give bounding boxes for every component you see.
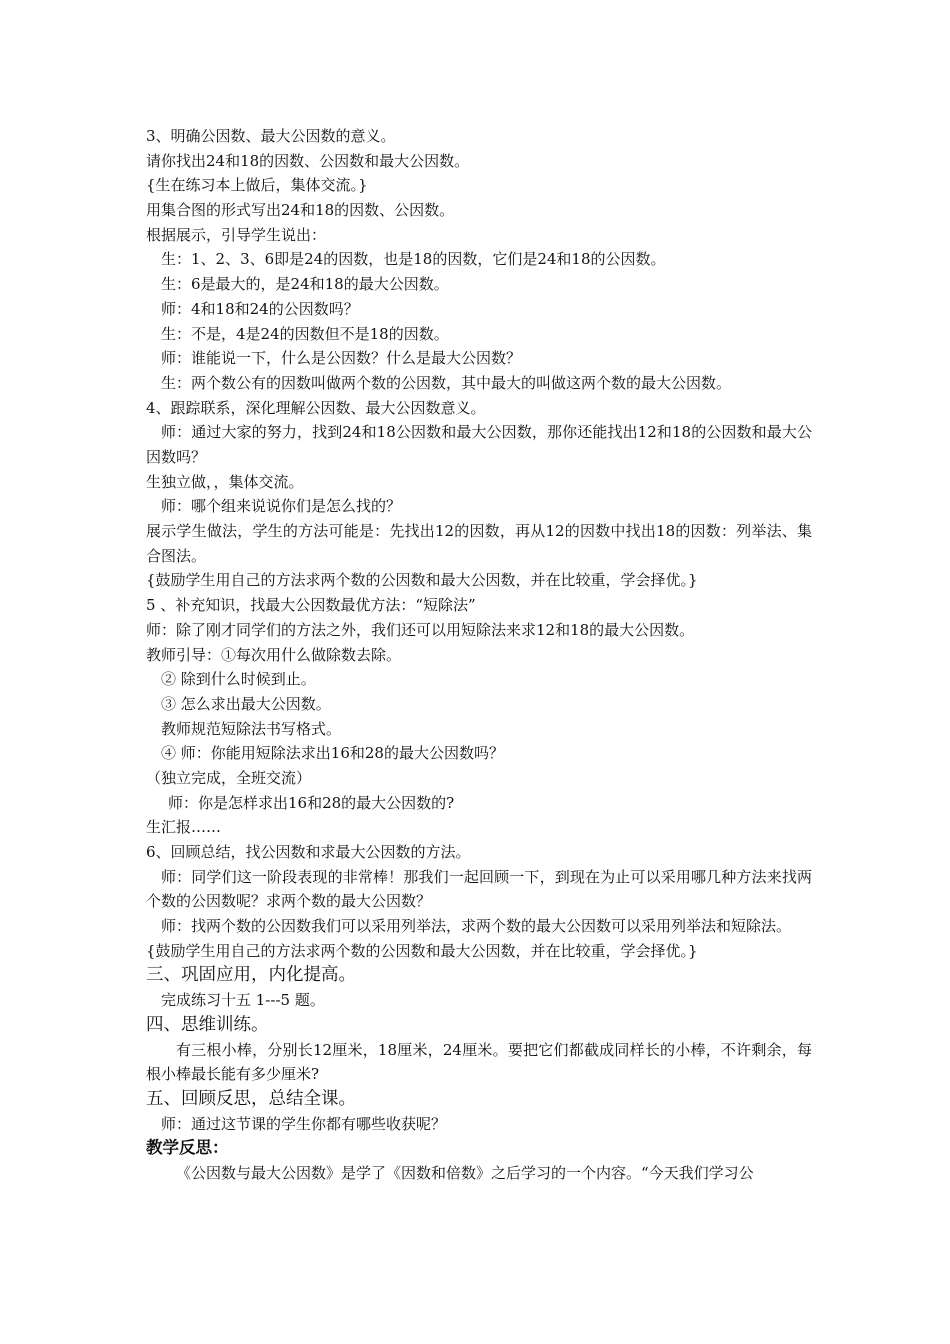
paragraph: 展示学生做法，学生的方法可能是：先找出12的因数，再从12的因数中找出18的因数：列举法、集合图法。 xyxy=(146,522,812,565)
dialogue-line: 生：6是最大的，是24和18的最大公因数。 xyxy=(161,275,449,294)
section-heading-5: 5 、补充知识，找最大公因数最优方法：“短除法” xyxy=(146,596,476,615)
paragraph: 完成练习十五 1---5 题。 xyxy=(161,991,325,1010)
note-line: {鼓励学生用自己的方法求两个数的公因数和最大公因数，并在比较重，学会择优。} xyxy=(146,571,698,590)
dialogue-line: 师：谁能说一下，什么是公因数？什么是最大公因数？ xyxy=(161,349,522,368)
paragraph: 请你找出24和18的因数、公因数和最大公因数。 xyxy=(146,151,470,170)
dialogue-line: 师：通过大家的努力，找到24和18公因数和最大公因数，那你还能找出12和18的公因数和最大公因数吗？ xyxy=(146,423,812,466)
paragraph: （独立完成，全班交流） xyxy=(146,768,312,787)
dialogue-line: 生：不是，4是24的因数但不是18的因数。 xyxy=(161,324,449,343)
reflection-heading: 教学反思： xyxy=(146,1138,229,1158)
paragraph: 根据展示，引导学生说出： xyxy=(146,225,327,244)
paragraph: 用集合图的形式写出24和18的因数、公因数。 xyxy=(146,201,455,220)
paragraph: 教师规范短除法书写格式。 xyxy=(161,719,342,738)
paragraph: 教师引导：①每次用什么做除数去除。 xyxy=(146,645,402,664)
chapter-heading-5: 五、回顾反思，总结全课。 xyxy=(146,1088,356,1109)
section-heading-3: 3、明确公因数、最大公因数的意义。 xyxy=(146,127,396,145)
chapter-heading-3: 三、巩固应用，内化提高。 xyxy=(146,965,356,986)
dialogue-line: 生：1、2、3、6即是24的因数，也是18的因数，它们是24和18的公因数。 xyxy=(161,250,666,269)
dialogue-line: 师：找两个数的公因数我们可以采用列举法，求两个数的最大公因数可以采用列举法和短除法。 xyxy=(161,917,792,936)
dialogue-line: 师：通过这节课的学生你都有哪些收获呢？ xyxy=(161,1114,447,1133)
dialogue-line: 师：哪个组来说说你们是怎么找的？ xyxy=(161,497,402,516)
paragraph: 生独立做，，集体交流。 xyxy=(146,472,304,491)
paragraph: 有三根小棒，分别长12厘米，18厘米，24厘米。要把它们都截成同样长的小棒，不许剩余，每根小棒最长能有多少厘米? xyxy=(146,1040,812,1084)
dialogue-line: 师：除了刚才同学们的方法之外，我们还可以用短除法来求12和18的最大公因数。 xyxy=(146,620,695,639)
dialogue-line: 生：两个数公有的因数叫做两个数的公因数，其中最大的叫做这两个数的最大公因数。 xyxy=(161,373,732,392)
list-item: ② 除到什么时候到止。 xyxy=(161,670,316,689)
section-heading-4: 4、跟踪联系，深化理解公因数、最大公因数意义。 xyxy=(146,398,486,417)
paragraph: 《公因数与最大公因数》是学了《因数和倍数》之后学习的一个内容。“今天我们学习公 xyxy=(176,1164,754,1183)
list-item: ④ 师：你能用短除法求出16和28的最大公因数吗？ xyxy=(161,744,504,763)
dialogue-line: 师：你是怎样求出16和28的最大公因数的? xyxy=(168,793,455,812)
note-line: {鼓励学生用自己的方法求两个数的公因数和最大公因数，并在比较重，学会择优。} xyxy=(146,941,698,960)
document-page xyxy=(146,124,812,1186)
list-item: ③ 怎么求出最大公因数。 xyxy=(161,694,331,713)
section-heading-6: 6、回顾总结，找公因数和求最大公因数的方法。 xyxy=(146,843,471,861)
dialogue-line: 师：4和18和24的公因数吗？ xyxy=(161,299,359,318)
dialogue-line: 师：同学们这一阶段表现的非常棒！那我们一起回顾一下，到现在为止可以采用哪几种方法来找两个数的公因数呢？求两个数的最大公因数？ xyxy=(146,867,812,911)
paragraph: 生汇报…… xyxy=(146,818,222,837)
paragraph: {生在练习本上做后，集体交流。} xyxy=(146,176,368,195)
chapter-heading-4: 四、思维训练。 xyxy=(146,1014,269,1035)
